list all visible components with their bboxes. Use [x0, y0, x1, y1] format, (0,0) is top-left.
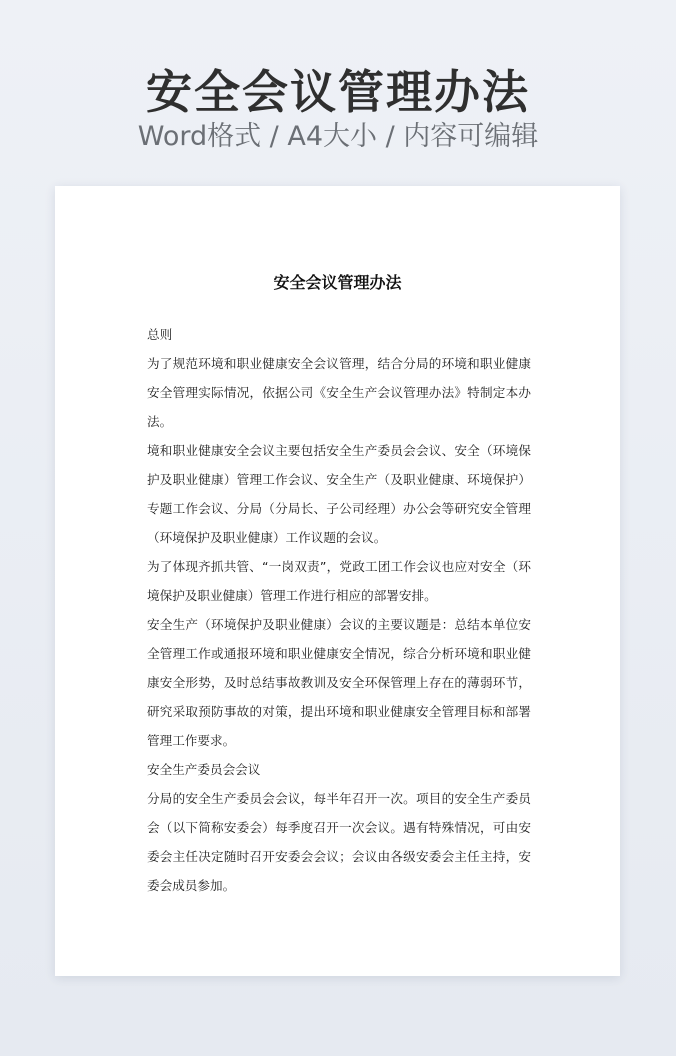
section-heading-general: 总则: [147, 327, 173, 342]
section-heading-committee: 安全生产委员会会议: [147, 762, 261, 777]
header-banner: [0, 0, 676, 186]
document-page: [55, 186, 620, 976]
document-body: [147, 320, 531, 900]
paragraph-committee-meetings: 分局的安全生产委员会会议，每半年召开一次。项目的安全生产委员会（以下简称安委会）每季度召开一次会议。遇有特殊情况，可由安委会主任决定随时召开安委会会议；会议由各级安委会主任主持，安委会成员参加。: [147, 791, 531, 893]
paragraph-joint-responsibility: 为了体现齐抓共管、“一岗双责”，党政工团工作会议也应对安全（环境保护及职业健康）管理工作进行相应的部署安排。: [147, 559, 531, 603]
banner-title: 安全会议管理办法: [146, 65, 530, 119]
banner-subtitle: Word格式 / A4大小 / 内容可编辑: [137, 121, 539, 152]
document-title: 安全会议管理办法: [273, 273, 402, 292]
paragraph-meeting-types: 境和职业健康安全会议主要包括安全生产委员会会议、安全（环境保护及职业健康）管理工作会议、安全生产（及职业健康、环境保护）专题工作会议、分局（分局长、子公司经理）办公会等研究安全管理（环境保护及职业健康）工作议题的会议。: [147, 443, 531, 545]
paragraph-main-topics: 安全生产（环境保护及职业健康）会议的主要议题是：总结本单位安全管理工作或通报环境和职业健康安全情况，综合分析环境和职业健康安全形势，及时总结事故教训及安全环保管理上存在的薄弱环节，研究采取预防事故的对策，提出环境和职业健康安全管理目标和部署管理工作要求。: [147, 617, 531, 748]
paragraph-purpose: 为了规范环境和职业健康安全会议管理，结合分局的环境和职业健康安全管理实际情况，依据公司《安全生产会议管理办法》特制定本办法。: [147, 356, 531, 429]
